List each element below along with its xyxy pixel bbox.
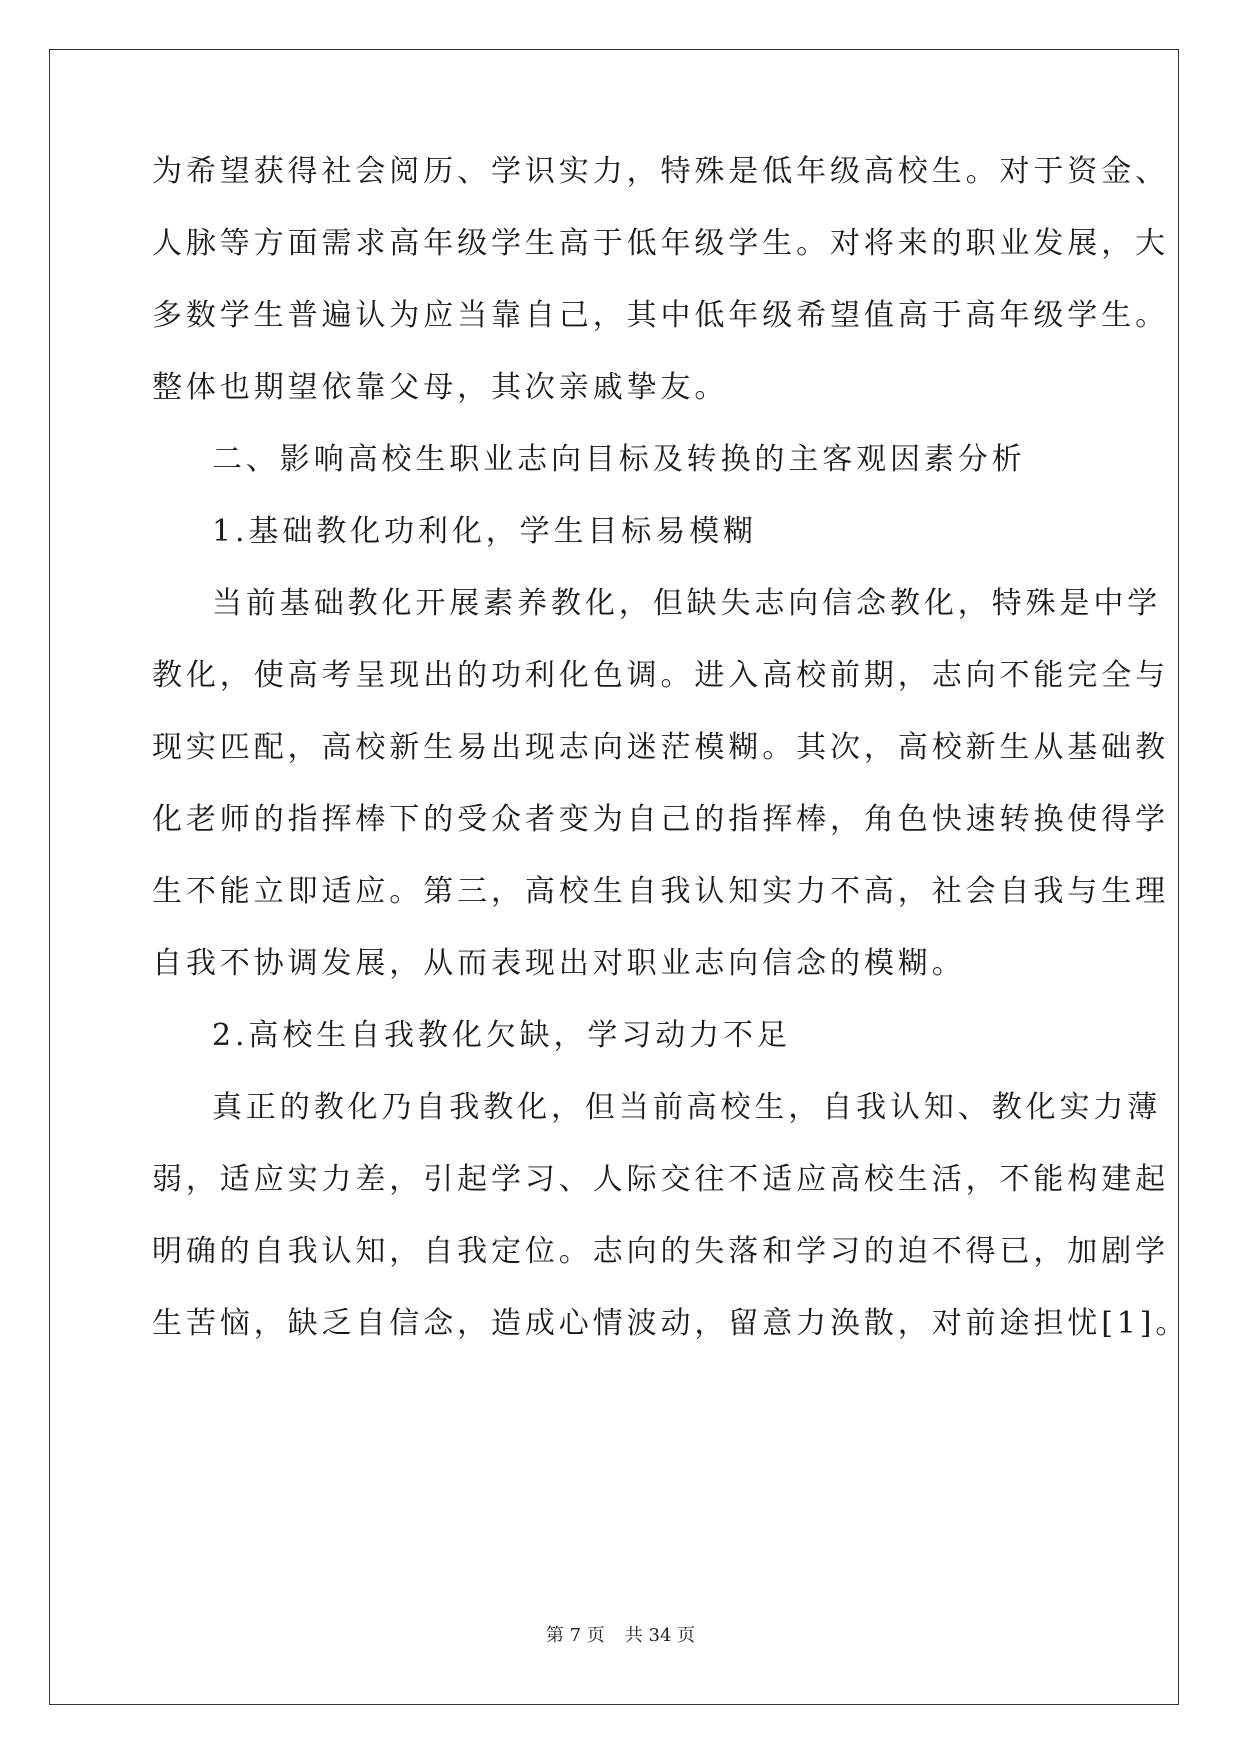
paragraph-line: 当前基础教化开展素养教化，但缺失志向信念教化，特殊是中学 (212, 586, 1162, 621)
section-heading: 二、影响高校生职业志向目标及转换的主客观因素分析 (212, 442, 1026, 477)
paragraph-line: 多数学生普遍认为应当靠自己，其中低年级希望值高于高年级学生。 (152, 298, 1169, 333)
paragraph-line: 整体也期望依靠父母，其次亲戚挚友。 (152, 370, 729, 405)
paragraph-line: 弱，适应实力差，引起学习、人际交往不适应高校生活，不能构建起 (152, 1162, 1169, 1197)
paragraph-line: 化老师的指挥棒下的受众者变为自己的指挥棒，角色快速转换使得学 (152, 802, 1169, 837)
page-total: 共 34 页 (624, 1625, 696, 1646)
page-number: 第 7 页 (545, 1625, 605, 1646)
subsection-heading: 2.高校生自我教化欠缺，学习动力不足 (212, 1018, 791, 1053)
paragraph-line: 生苦恼，缺乏自信念，造成心情波动，留意力涣散，对前途担忧[1]。 (152, 1306, 1190, 1341)
paragraph-line: 自我不协调发展，从而表现出对职业志向信念的模糊。 (152, 946, 966, 981)
paragraph-line: 真正的教化乃自我教化，但当前高校生，自我认知、教化实力薄 (212, 1090, 1162, 1125)
paragraph-line: 为希望获得社会阅历、学识实力，特殊是低年级高校生。对于资金、 (152, 154, 1169, 189)
paragraph-line: 现实匹配，高校新生易出现志向迷茫模糊。其次，高校新生从基础教 (152, 730, 1169, 765)
subsection-heading: 1.基础教化功利化，学生目标易模糊 (212, 514, 757, 549)
paragraph-line: 生不能立即适应。第三，高校生自我认知实力不高，社会自我与生理 (152, 874, 1169, 909)
paragraph-line: 教化，使高考呈现出的功利化色调。进入高校前期，志向不能完全与 (152, 658, 1169, 693)
paragraph-line: 明确的自我认知，自我定位。志向的失落和学习的迫不得已，加剧学 (152, 1234, 1169, 1269)
page-footer (0, 1624, 1241, 1648)
paragraph-line: 人脉等方面需求高年级学生高于低年级学生。对将来的职业发展，大 (152, 226, 1169, 261)
